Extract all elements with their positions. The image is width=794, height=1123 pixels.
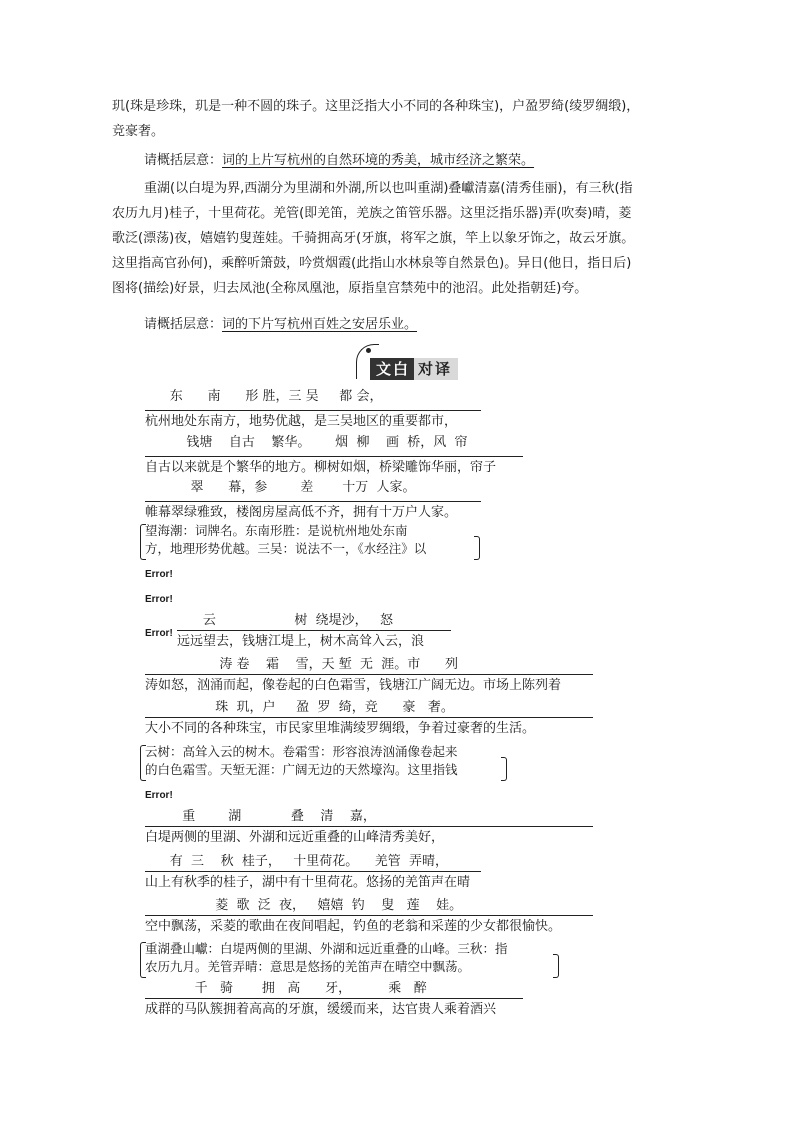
para2-line-2: 农历九月)桂子，十里荷花。羌管(即羌笛，羌族之笛管乐器。这里泛指乐器)弄(吹奏)晴，菱 xyxy=(112,206,632,221)
summary-upper xyxy=(112,148,682,173)
error-marker: Error! xyxy=(145,569,173,580)
translation-line: 杭州地处东南方，地势优越，是三吴地区的重要都市， xyxy=(145,410,481,431)
translation-line: 帷幕翠绿雅致，楼阁房屋高低不齐，拥有十万户人家。 xyxy=(145,501,481,522)
translation-line: 自古以来就是个繁华的地方。柳树如烟，桥梁雕饰华丽，帘子 xyxy=(145,456,523,477)
annotation-note xyxy=(145,522,426,558)
original-line: 千 骑 拥 高 牙， 乘 醉 xyxy=(145,981,427,996)
original-line: 菱 歌 泛 夜， 嬉嬉 钓 叟 莲 娃。 xyxy=(145,898,463,913)
summary-label: 请概括层意： xyxy=(144,317,223,332)
annotation-note xyxy=(145,940,508,976)
note-line-1: 重湖叠山巘：白堤两侧的里湖、外湖和远近重叠的山峰。三秋：指 xyxy=(145,941,508,956)
intro-line-1: 玑(珠是珍珠，玑是一种不圆的珠子。这里泛指大小不同的各种珠宝)，户盈罗绮(绫罗绸缎)， xyxy=(112,99,640,114)
translation-line: 涛如怒，汹涌而起，像卷起的白色霜雪，钱塘江广阔无边。市场上陈列着 xyxy=(145,674,593,695)
para2-line-5: 图将(描绘)好景，归去凤池(全称凤凰池，原指皇宫禁苑中的池沼。此处指朝廷)夸。 xyxy=(112,281,588,296)
annotation-note xyxy=(145,743,458,779)
note-line-2: 的白色霜雪。天堑无涯：广阔无边的天然壕沟。这里指钱 xyxy=(145,762,458,777)
banner-title-light: 对译 xyxy=(414,358,458,380)
note-left-bracket xyxy=(140,942,146,978)
banner-dot-decoration xyxy=(366,348,371,353)
banner-title-dark: 文白 xyxy=(370,358,414,380)
para2-line-1: 重湖(以白堤为界,西湖分为里湖和外湖,所以也叫重湖)叠巘清嘉(清秀佳丽)，有三秋(指 xyxy=(144,181,633,196)
note-left-bracket xyxy=(140,524,146,560)
note-right-bracket xyxy=(501,757,507,781)
para2-line-4: 这里指高官孙何)，乘醉听箫鼓，吟赏烟霞(此指山水林泉等自然景色)。异日(他日，指日后) xyxy=(112,256,632,271)
translation-line: 山上有秋季的桂子，湖中有十里荷花。悠扬的羌笛声在晴 xyxy=(145,871,481,892)
intro-paragraph xyxy=(112,94,682,144)
note-line-2: 农历九月。羌管弄晴：意思是悠扬的羌笛声在晴空中飘荡。 xyxy=(145,959,471,974)
translation-line: 成群的马队簇拥着高高的牙旗，缓缓而来，达官贵人乘着酒兴 xyxy=(145,998,523,1019)
summary-answer: 词的下片写杭州百姓之安居乐业。 xyxy=(222,317,418,332)
banner-title xyxy=(370,358,458,380)
translation-line: 空中飘荡，采菱的歌曲在夜间唱起，钓鱼的老翁和采莲的少女都很愉快。 xyxy=(145,915,593,936)
note-line-1: 望海潮：词牌名。东南形胜：是说杭州地处东南 xyxy=(145,523,408,538)
original-line: 涛 卷 霜 雪，天 堑 无 涯。市 列 xyxy=(145,657,459,672)
intro-line-2: 竞豪奢。 xyxy=(112,124,165,139)
original-line: 云 树 绕堤沙， 怒 xyxy=(145,613,394,628)
original-line: 东 南 形 胜，三 吴 都 会， xyxy=(145,389,383,404)
original-line: 珠 玑，户 盈 罗 绮，竞 豪 奢。 xyxy=(145,700,454,715)
annotated-paragraph xyxy=(112,176,682,301)
original-line: 重 湖 叠 清 嘉， xyxy=(145,809,376,824)
original-line: 钱塘 自古 繁华。 烟 柳 画 桥，风 帘 xyxy=(145,435,468,450)
translation-line: 白堤两侧的里湖、外湖和远近重叠的山峰清秀美好， xyxy=(145,826,593,847)
translation-line: 远远望去，钱塘江堤上，树木高耸入云，浪 xyxy=(177,630,451,651)
note-left-bracket xyxy=(140,745,146,781)
note-right-bracket xyxy=(553,954,559,978)
note-line-2: 方，地理形势优越。三吴：说法不一，《水经注》以 xyxy=(145,541,427,556)
summary-answer: 词的上片写杭州的自然环境的秀美，城市经济之繁荣。 xyxy=(222,153,535,168)
note-line-1: 云树：高耸入云的树木。卷霜雪：形容浪涛汹涌像卷起来 xyxy=(145,744,458,759)
error-marker: Error! xyxy=(145,628,173,639)
summary-lower xyxy=(112,312,682,337)
translation-line: 大小不同的各种珠宝，市民家里堆满绫罗绸缎，争着过豪奢的生活。 xyxy=(145,717,593,738)
section-banner xyxy=(356,344,466,380)
para2-line-3: 歌泛(漂荡)夜，嬉嬉钓叟莲娃。千骑拥高牙(牙旗，将军之旗，竿上以象牙饰之，故云牙旗。 xyxy=(112,231,635,246)
original-line: 翠 幕，参 差 十万 人家。 xyxy=(145,480,416,495)
note-right-bracket xyxy=(474,536,480,560)
summary-label: 请概括层意： xyxy=(144,153,223,168)
error-marker: Error! xyxy=(145,790,173,801)
original-line: 有 三 秋 桂子， 十里荷花。 羌管 弄晴， xyxy=(145,854,449,869)
error-marker: Error! xyxy=(145,594,173,605)
